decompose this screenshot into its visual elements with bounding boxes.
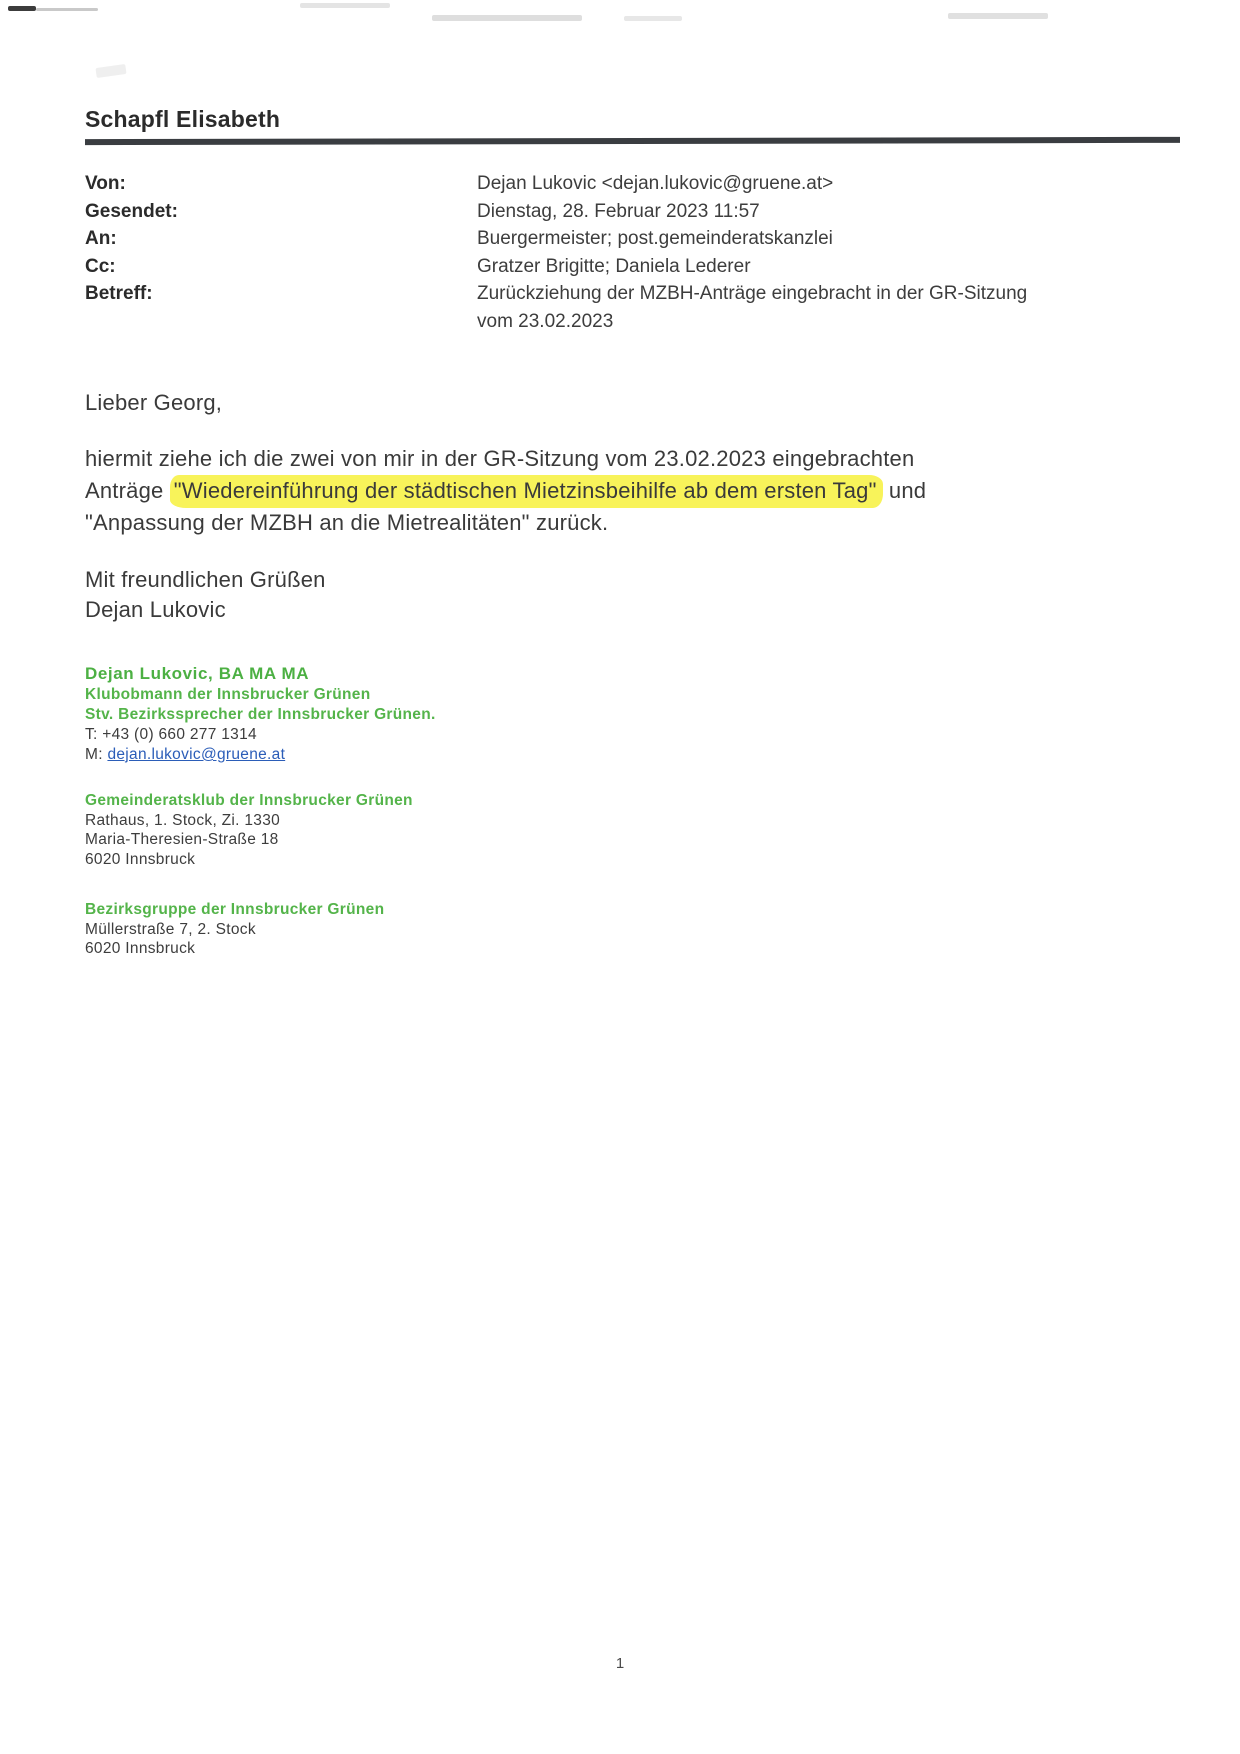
scan-artifact — [624, 16, 682, 21]
scan-artifact — [36, 8, 98, 11]
body-line — [85, 475, 926, 507]
field-label: Von: — [85, 173, 126, 194]
email-body-paragraph — [85, 443, 926, 539]
highlighted-text: "Wiedereinführung der städtischen Mietzinsbeihilfe ab dem ersten Tag" — [170, 475, 883, 508]
email-prefix-label: M: — [85, 746, 108, 763]
scan-artifact — [8, 6, 36, 11]
scan-artifact — [300, 3, 390, 8]
closing-block — [85, 565, 326, 625]
scan-artifact — [432, 15, 582, 21]
body-text: und — [882, 478, 927, 503]
org-address-line: 6020 Innsbruck — [85, 850, 196, 868]
org-address-line: Müllerstraße 7, 2. Stock — [85, 920, 256, 938]
header-field-row-gesendet — [85, 198, 1155, 226]
signature-block — [85, 663, 436, 959]
field-value: Gratzer Brigitte; Daniela Lederer — [477, 255, 751, 277]
email-link[interactable]: dejan.lukovic@gruene.at — [107, 746, 286, 763]
closing-phrase: Mit freundlichen Grüßen — [85, 567, 326, 592]
header-divider — [85, 137, 1180, 145]
scan-artifact — [948, 13, 1048, 19]
body-text: "Anpassung der MZBH an die Mietrealitäten" zurück. — [85, 510, 609, 535]
body-text: Anträge — [85, 478, 170, 503]
salutation: Lieber Georg, — [85, 390, 223, 415]
field-value: Buergermeister; post.gemeinderatskanzlei — [477, 228, 833, 249]
field-value: Zurückziehung der MZBH-Anträge eingebracht in der GR-Sitzung vom 23.02.2023 — [477, 283, 1028, 332]
field-label: Betreff: — [85, 283, 153, 304]
page-number: 1 — [615, 1655, 625, 1672]
field-value: Dienstag, 28. Februar 2023 11:57 — [477, 200, 760, 222]
signature-phone: T: +43 (0) 660 277 1314 — [85, 726, 257, 743]
header-field-row-betreff — [85, 280, 1155, 335]
scan-artifact — [95, 64, 126, 78]
signature-role-2: Stv. Bezirkssprecher der Innsbrucker Grünen. — [85, 706, 436, 723]
body-line — [85, 507, 926, 539]
field-label: An: — [85, 228, 117, 249]
org-block-bezirksgruppe — [85, 900, 436, 959]
field-value: Dejan Lukovic <dejan.lukovic@gruene.at> — [477, 173, 834, 194]
org-address-line: Rathaus, 1. Stock, Zi. 1330 — [85, 811, 281, 829]
email-header-fields — [85, 170, 1155, 335]
signoff-name: Dejan Lukovic — [85, 597, 226, 622]
recipient-name-heading: Schapfl Elisabeth — [85, 106, 281, 132]
field-label: Gesendet: — [85, 200, 178, 222]
org-name: Bezirksgruppe der Innsbrucker Grünen — [85, 901, 385, 918]
body-text: hiermit ziehe ich die zwei von mir in der GR-Sitzung vom 23.02.2023 eingebrachten — [85, 446, 915, 471]
org-name: Gemeinderatsklub der Innsbrucker Grünen — [85, 792, 413, 809]
org-address-line: 6020 Innsbruck — [85, 940, 196, 957]
field-label: Cc: — [85, 255, 116, 277]
header-field-row-cc — [85, 253, 1155, 281]
org-address-line: Maria-Theresien-Straße 18 — [85, 831, 279, 848]
signature-role-1: Klubobmann der Innsbrucker Grünen — [85, 686, 371, 703]
body-line — [85, 443, 926, 475]
header-field-row-von — [85, 170, 1155, 198]
signature-email-line — [85, 745, 436, 765]
signature-name: Dejan Lukovic, BA MA MA — [85, 664, 310, 683]
header-field-row-an — [85, 225, 1155, 253]
org-block-gemeinderatsklub — [85, 791, 436, 869]
